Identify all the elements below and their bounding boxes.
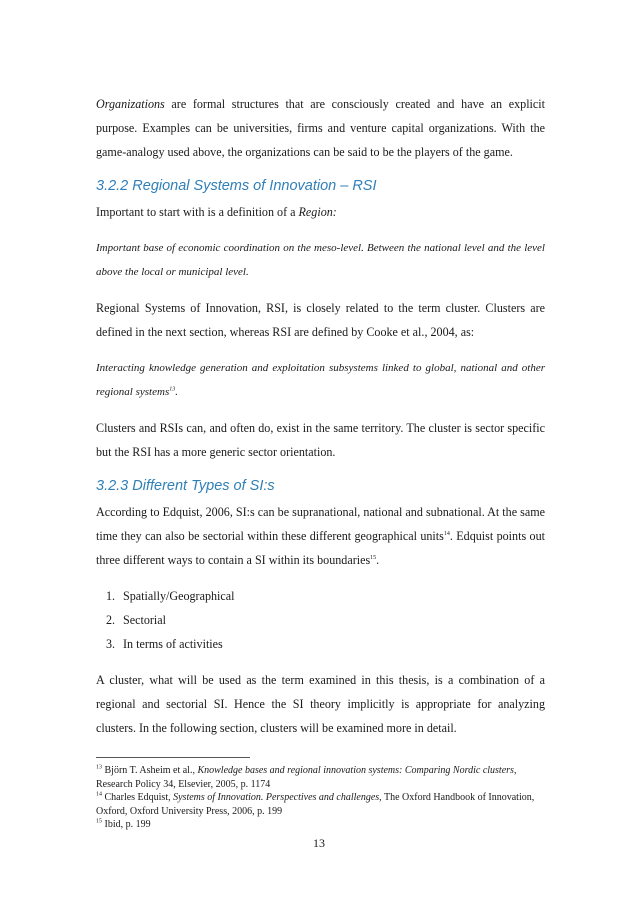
paragraph-closing: A cluster, what will be used as the term examined in this thesis, is a combination of a regional and sectorial SI. Hence the SI theory implicitly is appropriate for analyzing clusters. In the following section, clusters will be examined more in detail. [96,673,545,735]
footnote-text: Charles Edquist, [102,792,174,803]
quote-rsi-definition [96,356,545,404]
footnotes [96,764,545,832]
footnote-ref-14[interactable]: 14 [443,530,450,537]
list-item [96,584,545,608]
list-item-number: 3. [106,637,116,651]
footnote-number: 15 [96,818,102,825]
footnote-text: , Research Policy 34, Elsevier, 2005, p. 1174 [96,765,517,790]
footnote-text: Björn T. Asheim et al., [102,765,198,776]
paragraph-region-intro [96,200,545,224]
edquist-text-b: . Edquist points out three different ways to contain a SI within its boundaries [96,529,545,567]
footnote-15 [96,818,545,832]
list-item-label: Spatially/Geographical [123,589,235,603]
footnote-divider [96,757,250,758]
footnote-14 [96,791,545,818]
footnote-number: 14 [96,791,102,798]
footnote-number: 13 [96,764,102,771]
boundary-list [96,584,545,656]
edquist-text-c: . [376,553,380,567]
footnote-13 [96,764,545,791]
quote-region-definition: Important base of economic coordination on the meso-level. Between the national level and the level above the local or municipal level. [96,242,545,278]
paragraph-edquist [96,500,545,572]
page-body [96,92,545,752]
quote-text: Interacting knowledge generation and exploitation subsystems linked to global, national and other regional systems [96,362,545,398]
list-item-label: In terms of activities [123,637,223,651]
list-item-number: 2. [106,613,116,627]
footnote-title: Knowledge bases and regional innovation systems: Comparing Nordic clusters [197,765,514,776]
term-region: Region: [298,205,337,219]
list-item [96,632,545,656]
list-item-number: 1. [106,589,116,603]
footnote-title: Systems of Innovation. Perspectives and challenges [173,792,380,803]
page-number: 13 [313,836,325,850]
section-heading-types: 3.2.3 Different Types of SI:s [96,478,275,494]
intro-text: Important to start with is a definition of a [96,205,299,219]
section-heading-rsi: 3.2.2 Regional Systems of Innovation – RSI [96,178,377,194]
term-organizations: Organizations [96,97,165,111]
footnote-text: , The Oxford Handbook of Innovation, Oxford, Oxford University Press, 2006, p. 199 [96,792,535,817]
list-item [96,608,545,632]
paragraph-rsi-definition: Regional Systems of Innovation, RSI, is closely related to the term cluster. Clusters are defined in the next section, whereas RSI are defined by Cooke et al., 2004, as: [96,301,545,339]
footnote-ref-13[interactable]: 13 [169,386,176,393]
list-item-label: Sectorial [123,613,166,627]
paragraph-text: are formal structures that are consciously created and have an explicit purpose. Examples can be universities, firms and venture capital organizations. With the game-analogy used above, the organizations can be said to be the players of the game. [96,97,545,159]
quote-end: . [175,386,178,398]
paragraph-clusters-rsi: Clusters and RSIs can, and often do, exist in the same territory. The cluster is sector specific but the RSI has a more generic sector orientation. [96,421,545,459]
footnote-text: Ibid, p. 199 [102,819,151,830]
footnote-ref-15[interactable]: 15 [370,554,377,561]
edquist-text-a: According to Edquist, 2006, SI:s can be supranational, national and subnational. At the same time they can also be sectorial within these different geographical units [96,505,545,543]
paragraph-organizations [96,92,545,164]
